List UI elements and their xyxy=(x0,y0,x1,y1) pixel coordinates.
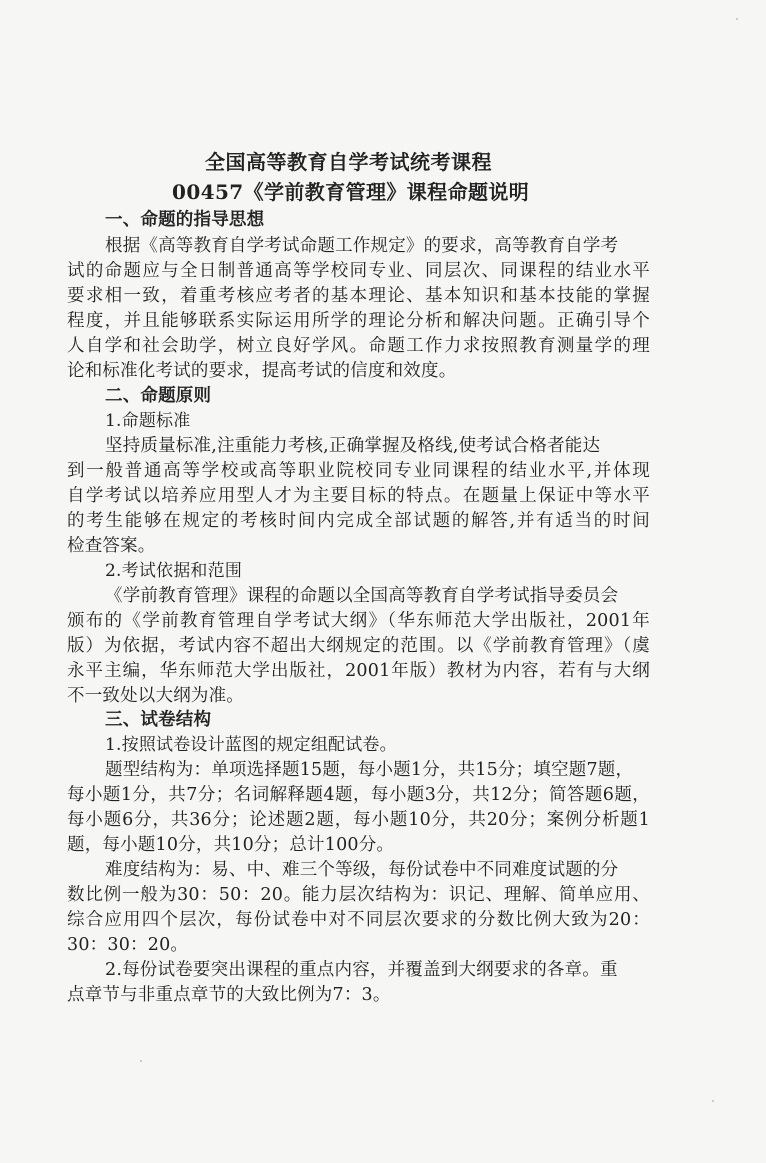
paragraph-line: 难度结构为：易、中、难三个等级，每份试卷中不同难度试题的分 xyxy=(105,860,619,880)
paragraph-line: 综合应用四个层次，每份试卷中对不同层次要求的分数比例大致为20： xyxy=(67,910,650,930)
paragraph-line: 永平主编，华东师范大学出版社，2001年版）教材为内容，若有与大纲 xyxy=(67,661,650,681)
scan-speck xyxy=(712,1100,714,1102)
document-subtitle: 00457《学前教育管理》课程命题说明 xyxy=(172,180,530,204)
paragraph-line: 不一致处以大纲为准。 xyxy=(67,686,244,706)
paragraph-line: 的考生能够在规定的考核时间内完成全部试题的解答,并有适当的时间 xyxy=(67,511,650,531)
paragraph-line: 数比例一般为30：50：20。能力层次结构为：识记、理解、简单应用、 xyxy=(67,885,650,905)
subsection-heading: 1.按照试卷设计蓝图的规定组配试卷。 xyxy=(105,735,397,755)
paragraph-line: 人自学和社会助学，树立良好学风。命题工作力求按照教育测量学的理 xyxy=(67,336,650,356)
paragraph-line: 每小题1分，共7分；名词解释题4题，每小题3分，共12分；简答题6题， xyxy=(67,785,650,805)
paragraph-line: 到一般普通高等学校或高等职业院校同专业同课程的结业水平,并体现 xyxy=(67,461,650,481)
paragraph-line: 版）为依据，考试内容不超出大纲规定的范围。以《学前教育管理》（虞 xyxy=(67,636,650,656)
paragraph-line: 论和标准化考试的要求，提高考试的信度和效度。 xyxy=(67,361,457,381)
paragraph-line: 30：30：20。 xyxy=(67,935,189,955)
scan-speck xyxy=(140,1060,142,1062)
paragraph-line: 题型结构为：单项选择题15题，每小题1分，共15分；填空题7题， xyxy=(105,760,634,780)
section-heading-1: 一、命题的指导思想 xyxy=(105,210,265,230)
subsection-heading: 2.考试依据和范围 xyxy=(105,561,243,581)
paragraph-line: 《学前教育管理》课程的命题以全国高等教育自学考试指导委员会 xyxy=(105,586,619,606)
scan-speck xyxy=(736,18,738,20)
paragraph-line: 题，每小题10分，共10分；总计100分。 xyxy=(67,835,395,855)
document-title: 全国高等教育自学考试统考课程 xyxy=(205,150,492,174)
paragraph-line: 坚持质量标准,注重能力考核,正确掌握及格线,使考试合格者能达 xyxy=(105,436,601,456)
subsection-heading: 1.命题标准 xyxy=(105,411,191,431)
paragraph-line: 检查答案。 xyxy=(67,536,156,556)
section-heading-2: 二、命题原则 xyxy=(105,386,212,406)
paragraph-line: 自学考试以培养应用型人才为主要目标的特点。在题量上保证中等水平 xyxy=(67,486,650,506)
paragraph-line: 程度，并且能够联系实际运用所学的理论分析和解决问题。正确引导个 xyxy=(67,311,650,331)
paragraph-line: 2.每份试卷要突出课程的重点内容，并覆盖到大纲要求的各章。重 xyxy=(105,960,618,980)
paragraph-line: 根据《高等教育自学考试命题工作规定》的要求，高等教育自学考 xyxy=(105,236,619,256)
paragraph-line: 试的命题应与全日制普通高等学校同专业、同层次、同课程的结业水平 xyxy=(67,261,650,281)
paragraph-line: 颁布的《学前教育管理自学考试大纲》（华东师范大学出版社，2001年 xyxy=(67,611,650,631)
paragraph-line: 点章节与非重点章节的大致比例为7：3。 xyxy=(67,985,391,1005)
paragraph-line: 要求相一致，着重考核应考者的基本理论、基本知识和基本技能的掌握 xyxy=(67,286,650,306)
paragraph-line: 每小题6分，共36分；论述题2题，每小题10分，共20分；案例分析题1 xyxy=(67,810,650,830)
section-heading-3: 三、试卷结构 xyxy=(105,710,212,730)
